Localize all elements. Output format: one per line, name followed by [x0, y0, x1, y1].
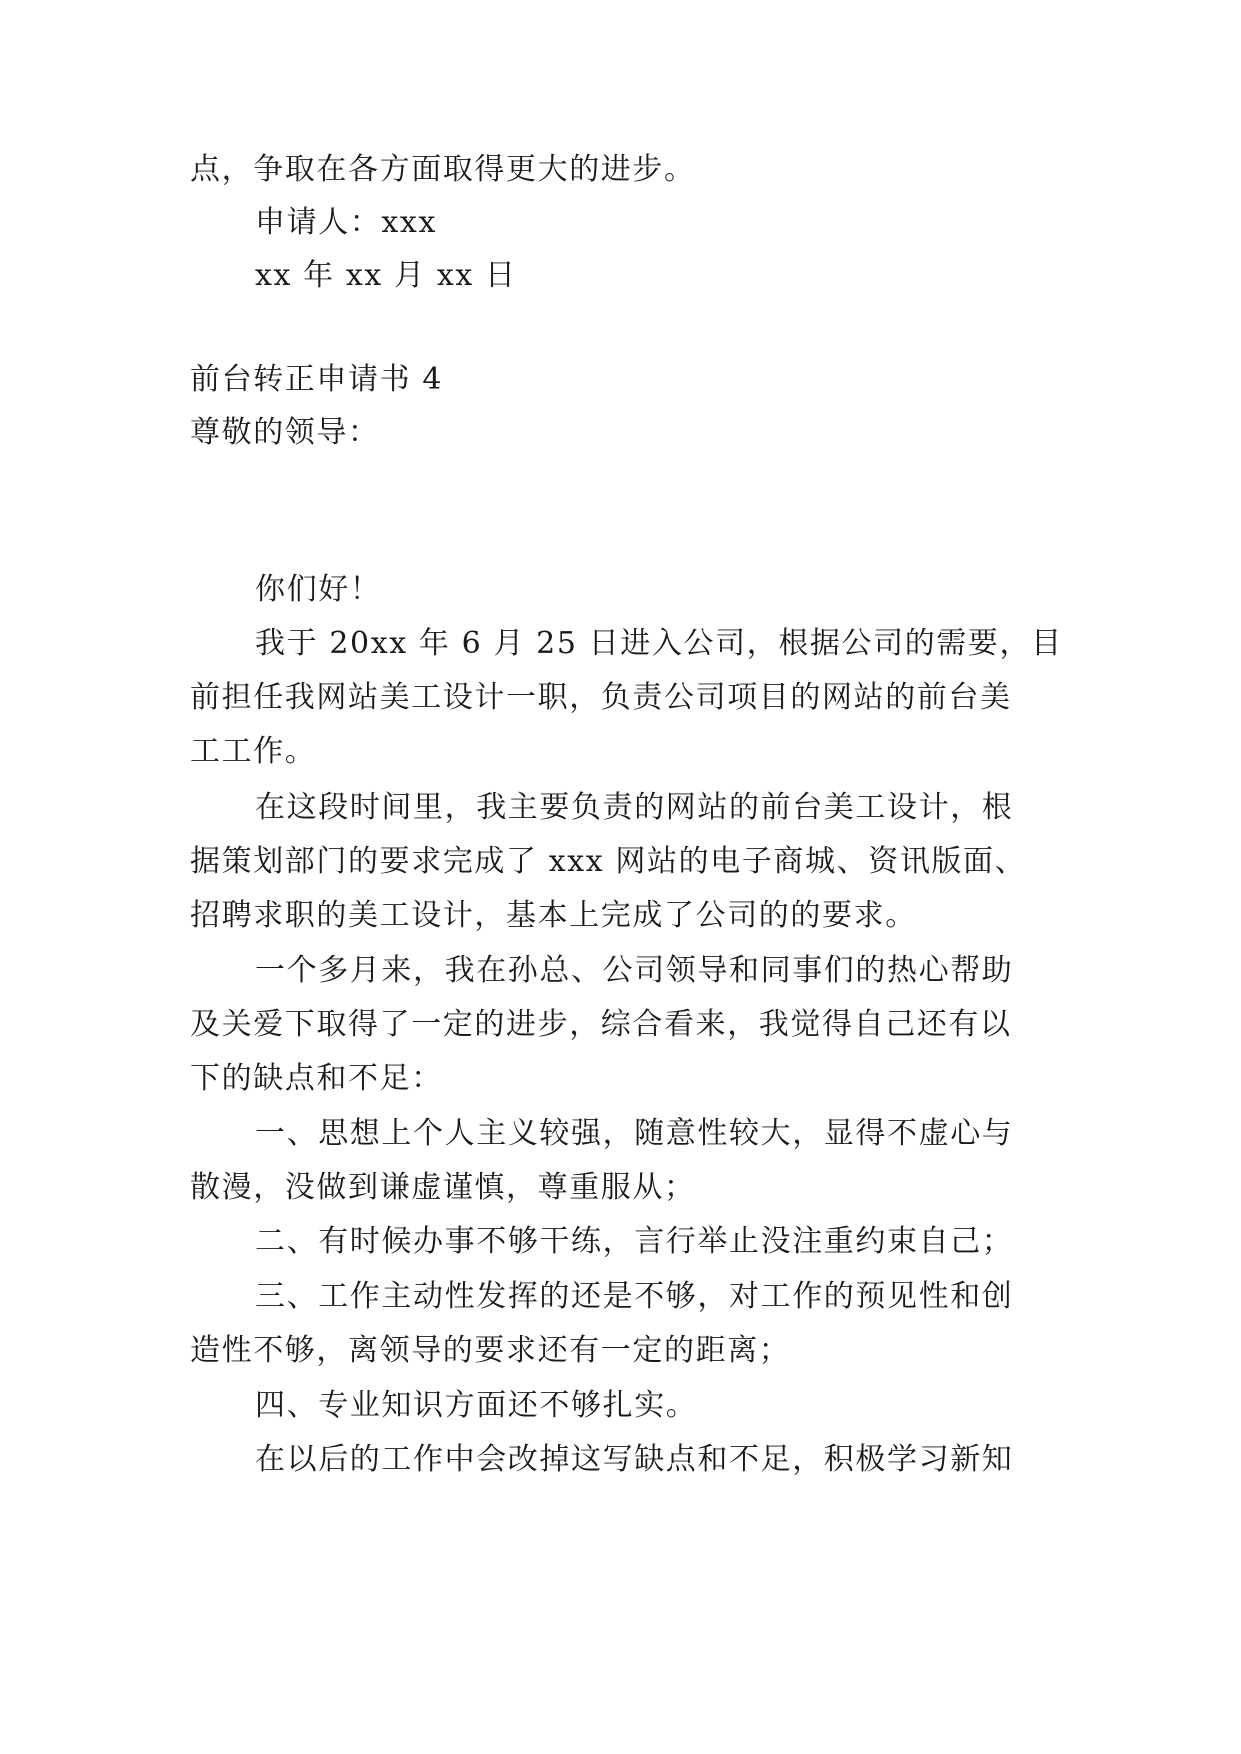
- paragraph-line: 及关爱下取得了一定的进步，综合看来，我觉得自己还有以: [190, 1007, 1012, 1042]
- signature-date: xx 年 xx 月 xx 日: [255, 258, 517, 293]
- paragraph-line: 招聘求职的美工设计，基本上完成了公司的的要求。: [190, 898, 917, 933]
- list-item-line: 二、有时候办事不够干练，言行举止没注重约束自己；: [255, 1224, 1014, 1259]
- paragraph-line: 在以后的工作中会改掉这写缺点和不足，积极学习新知: [255, 1442, 1014, 1477]
- paragraph-line: 一个多月来，我在孙总、公司领导和同事们的热心帮助: [255, 953, 1014, 988]
- salutation: 尊敬的领导：: [190, 415, 380, 450]
- section-title: 前台转正申请书 4: [190, 362, 444, 397]
- list-item-line: 一、思想上个人主义较强，随意性较大，显得不虚心与: [255, 1116, 1014, 1151]
- paragraph-line: 前担任我网站美工设计一职，负责公司项目的网站的前台美: [190, 680, 1012, 715]
- list-item-line: 造性不够，离领导的要求还有一定的距离；: [190, 1333, 791, 1368]
- paragraph-line: 我于 20xx 年 6 月 25 日进入公司，根据公司的需要，目: [255, 626, 1063, 661]
- list-item-line: 四、专业知识方面还不够扎实。: [255, 1388, 698, 1423]
- greeting: 你们好！: [255, 572, 382, 607]
- signature-applicant: 申请人：xxx: [255, 205, 437, 240]
- paragraph-line: 点，争取在各方面取得更大的进步。: [190, 152, 696, 187]
- paragraph-line: 据策划部门的要求完成了 xxx 网站的电子商城、资讯版面、: [190, 844, 1027, 879]
- list-item-line: 散漫，没做到谦虚谨慎，尊重服从；: [190, 1170, 696, 1205]
- paragraph-line: 在这段时间里，我主要负责的网站的前台美工设计，根: [255, 790, 1014, 825]
- list-item-line: 三、工作主动性发挥的还是不够，对工作的预见性和创: [255, 1279, 1014, 1314]
- paragraph-line: 工工作。: [190, 734, 317, 769]
- paragraph-line: 下的缺点和不足：: [190, 1061, 443, 1096]
